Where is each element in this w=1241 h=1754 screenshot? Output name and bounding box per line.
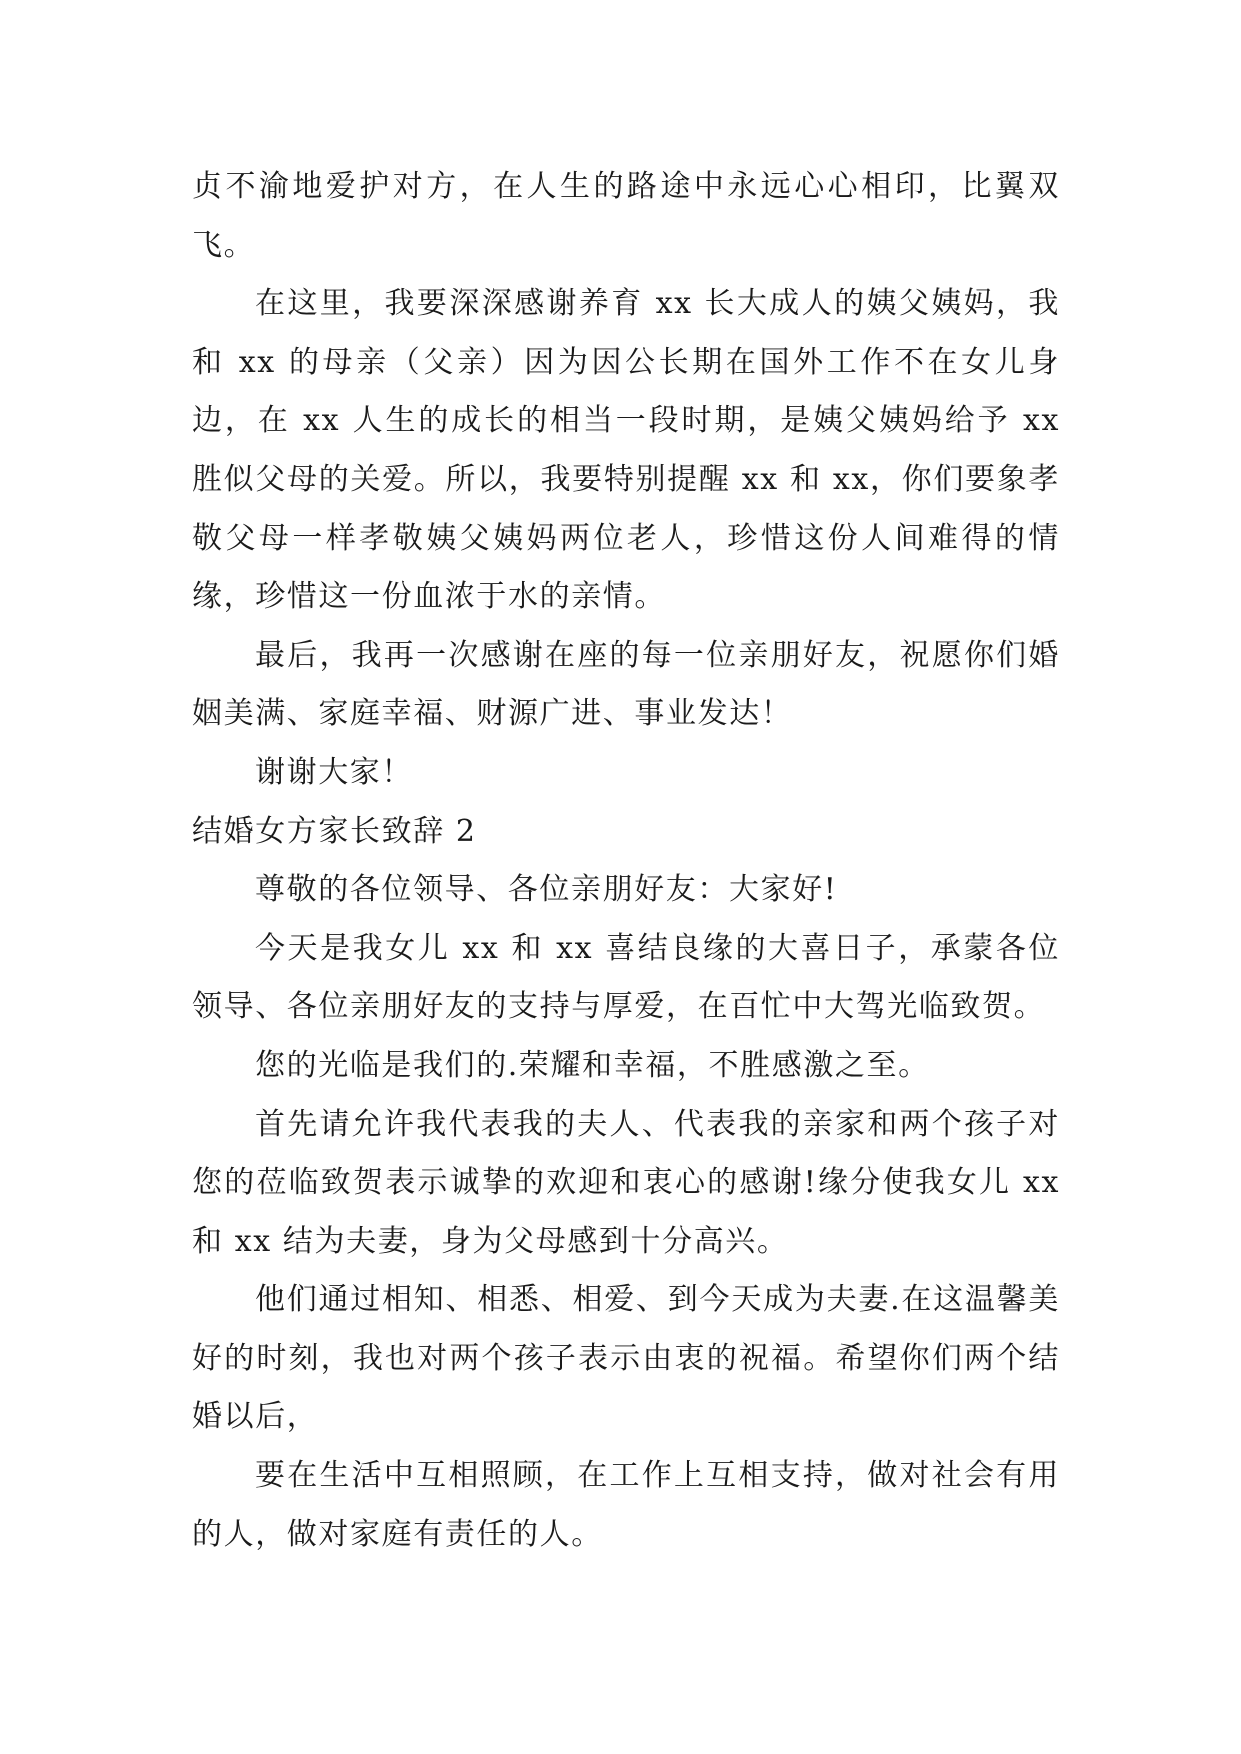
paragraph: 最后，我再一次感谢在座的每一位亲朋好友，祝愿你们婚姻美满、家庭幸福、财源广进、事业发达！ — [192, 637, 1060, 732]
section-heading: 结婚女方家长致辞 2 — [192, 813, 477, 849]
paragraph: 您的光临是我们的.荣耀和幸福，不胜感激之至。 — [255, 1047, 930, 1083]
paragraph: 今天是我女儿 xx 和 xx 喜结良缘的大喜日子，承蒙各位领导、各位亲朋好友的支持与厚爱，在百忙中大驾光临致贺。 — [192, 930, 1060, 1025]
paragraph: 他们通过相知、相悉、相爱、到今天成为夫妻.在这温馨美好的时刻，我也对两个孩子表示由衷的祝福。希望你们两个结婚以后， — [192, 1282, 1060, 1435]
document-body — [192, 158, 1060, 1564]
paragraph: 谢谢大家！ — [255, 754, 413, 790]
paragraph: 尊敬的各位领导、各位亲朋好友：大家好! — [255, 872, 838, 908]
paragraph: 首先请允许我代表我的夫人、代表我的亲家和两个孩子对您的莅临致贺表示诚挚的欢迎和衷心的感谢!缘分使我女儿 xx 和 xx 结为夫妻，身为父母感到十分高兴。 — [192, 1106, 1060, 1259]
paragraph: 贞不渝地爱护对方，在人生的路途中永远心心相印，比翼双飞。 — [192, 169, 1060, 263]
paragraph: 要在生活中互相照顾，在工作上互相支持，做对社会有用的人，做对家庭有责任的人。 — [192, 1458, 1060, 1552]
paragraph: 在这里，我要深深感谢养育 xx 长大成人的姨父姨妈，我和 xx 的母亲（父亲）因为因公长期在国外工作不在女儿身边，在 xx 人生的成长的相当一段时期，是姨父姨妈给予 xx 胜似父母的关爱。所以，我要特别提醒 xx 和 xx，你们要象孝敬父母一样孝敬姨父姨妈两位老人，珍惜这份人间难得的情缘，珍惜这一份血浓于水的亲情。 — [192, 286, 1060, 615]
